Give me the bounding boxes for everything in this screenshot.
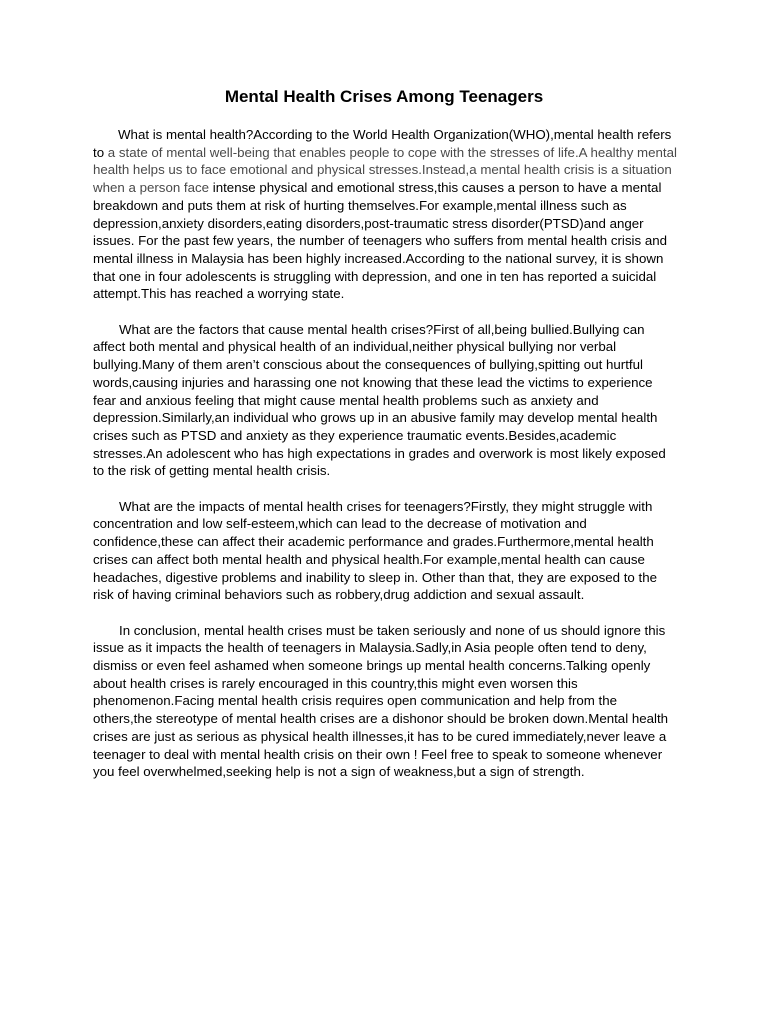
paragraph-intro — [93, 126, 679, 303]
paragraph-conclusion: In conclusion, mental health crises must be taken seriously and none of us should ignore this issue as it impacts the health of teenagers in Malaysia.Sadly,in Asia people often tend to deny, dismiss or even feel ashamed when someone brings up mental health concerns.Talking openly about health crises is rarely encouraged in this country,this might even worsen this phenomenon.Facing mental health crisis requires open communication and help from the others,the stereotype of mental health crises are a dishonor should be broken down.Mental health crises are just as serious as physical health illnesses,it has to be cured immediately,never leave a teenager to deal with mental health crisis on their own ! Feel free to speak to someone whenever you feel overwhelmed,seeking help is not a sign of weakness,but a sign of strength. — [93, 622, 669, 780]
intro-quoted-definition: a state of mental well-being that enables people to cope with the stresses of life.A healthy mental health helps us to face emotional and physical stresses.Instead,a mental health crisis is a situation when a person face — [93, 144, 677, 196]
document-body — [93, 126, 679, 799]
intro-text-end: intense physical and emotional stress,this causes a person to have a mental breakdown and puts them at risk of hurting themselves.For example,mental illness such as depression,anxiety disorders,eating disorders,post-traumatic stress disorder(PTSD)and anger issues. For the past few years, the number of teenagers who suffers from mental health crisis and mental illness in Malaysia has been highly increased.According to the national survey, it is shown that one in four adolescents is struggling with depression, and one in ten has reported a suicidal attempt.This has reached a worrying state. — [93, 180, 668, 302]
paragraph-factors: What are the factors that cause mental health crises?First of all,being bullied.Bullying can affect both mental and physical health of an individual,neither physical bullying nor verbal bullying.Many of them aren’t conscious about the consequences of bullying,spitting out hurtful words,causing injuries and harassing one not knowing that these lead the victims to experience fear and anxious feeling that might cause mental health problems such as anxiety and depression.Similarly,an individual who grows up in an abusive family may develop mental health crises such as PTSD and anxiety as they experience traumatic events.Besides,academic stresses.An adolescent who has high expectations in grades and overwork is most likely exposed to the risk of getting mental health crisis. — [93, 321, 666, 479]
intro-text-start: What is mental health?According to the World Health Organization(WHO),mental health refers to — [93, 127, 672, 160]
paragraph-impacts: What are the impacts of mental health crises for teenagers?Firstly, they might struggle with concentration and low self-esteem,which can lead to the decrease of motivation and confidence,these can affect their academic performance and grades.Furthermore,mental health crises can affect both mental health and physical health.For example,mental health can cause headaches, digestive problems and inability to sleep in. Other than that, they are exposed to the risk of having criminal behaviors such as robbery,drug addiction and sexual assault. — [93, 498, 657, 603]
document-title: Mental Health Crises Among Teenagers — [224, 87, 544, 106]
